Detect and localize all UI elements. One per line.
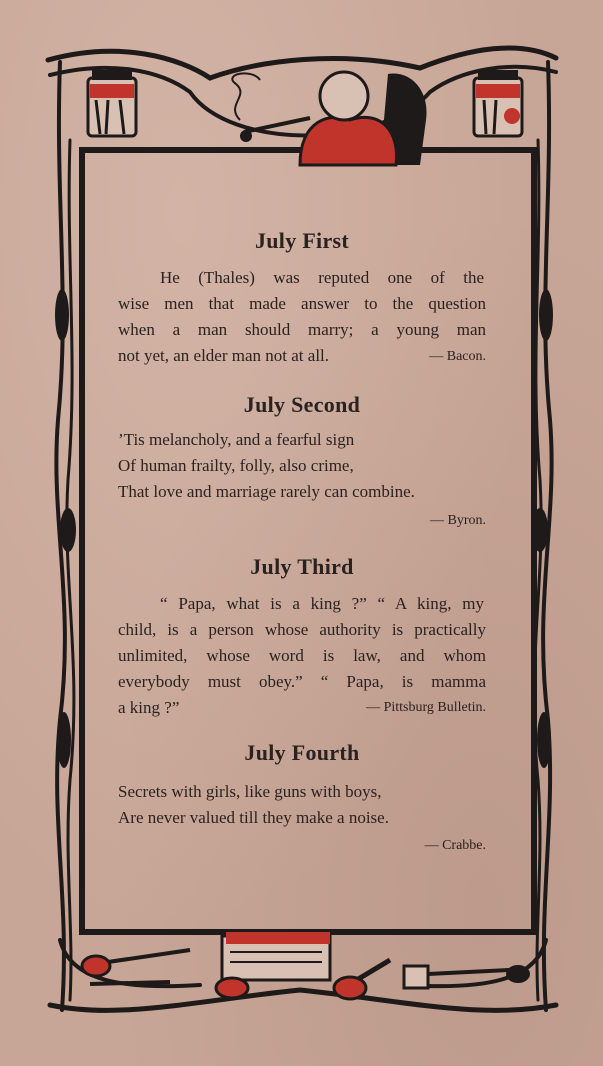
entry-title: July Second bbox=[243, 392, 361, 417]
entry-attribution: — Pittsburg Bulletin. bbox=[366, 700, 486, 715]
entry-line: when a man should marry; a young man bbox=[118, 320, 486, 339]
tobacco-jar-right-icon bbox=[474, 70, 522, 136]
entry-line: “ Papa, what is a king ?” “ A king, my bbox=[160, 594, 484, 613]
entry-line: unlimited, whose word is law, and whom bbox=[118, 646, 486, 665]
entry-title: July Third bbox=[250, 554, 354, 579]
entry-line: Are never valued till they make a noise. bbox=[118, 808, 389, 827]
entry-line: Secrets with girls, like guns with boys, bbox=[118, 782, 382, 801]
entry-title: July Fourth bbox=[244, 740, 360, 765]
entry-line: everybody must obey.” “ Papa, is mamma bbox=[118, 672, 486, 691]
entry-line: not yet, an elder man not at all. bbox=[118, 346, 330, 365]
entry-attribution: — Crabbe. bbox=[424, 838, 486, 853]
entry-line: That love and marriage rarely can combine. bbox=[118, 482, 415, 501]
entry-line: wise men that made answer to the question bbox=[118, 294, 486, 313]
entry-line: a king ?” bbox=[118, 698, 180, 717]
entry-line: Of human frailty, folly, also crime, bbox=[118, 456, 354, 475]
entry-line: He (Thales) was reputed one of the bbox=[160, 268, 484, 287]
tobacco-jar-left-icon bbox=[88, 70, 136, 136]
entry-attribution: — Bacon. bbox=[429, 349, 486, 364]
entry-attribution: — Byron. bbox=[430, 513, 486, 528]
entry-line: child, is a person whose authority is practically bbox=[118, 620, 486, 639]
entry-line: ’Tis melancholy, and a fearful sign bbox=[118, 430, 355, 449]
entry-title: July First bbox=[254, 228, 350, 253]
